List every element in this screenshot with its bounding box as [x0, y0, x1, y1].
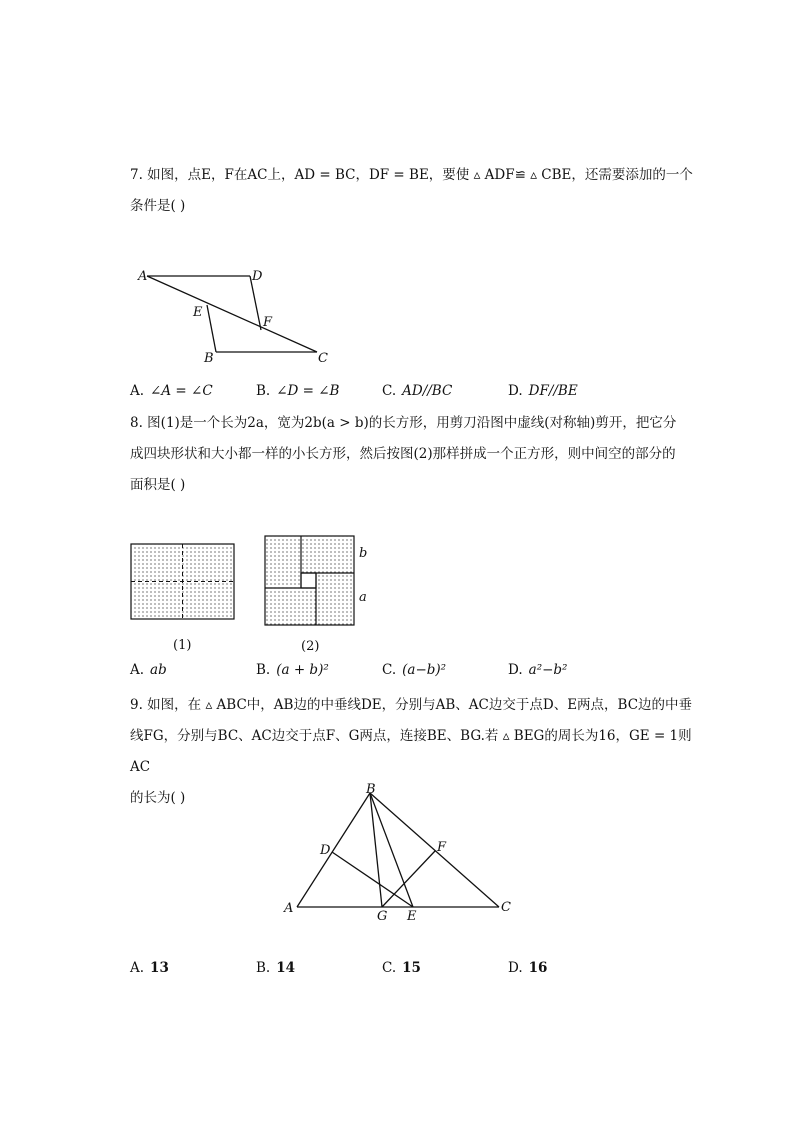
- figure-2-square: [265, 536, 354, 625]
- q9-option-c-text: 15: [402, 960, 421, 976]
- question-9-options: [130, 960, 690, 982]
- q9-option-d-label: D.: [508, 960, 523, 976]
- q9-option-c[interactable]: [382, 960, 421, 976]
- figure-2-center-hole: [301, 573, 316, 588]
- question-9-line-3: 的长为( ): [130, 790, 186, 806]
- question-8-stem: [130, 408, 700, 501]
- q7-option-c[interactable]: [382, 383, 452, 399]
- q8-option-b-text: (a + b)²: [276, 662, 329, 678]
- q7-option-d-text: DF//BE: [528, 383, 578, 399]
- label-D: D: [252, 269, 263, 284]
- q9-option-a-text: 13: [150, 960, 169, 976]
- figure-2-caption: (2): [301, 639, 320, 654]
- segment-AB: [297, 793, 370, 907]
- question-7-line-2: 条件是( ): [130, 198, 186, 214]
- q8-option-b[interactable]: [256, 662, 329, 678]
- label-G: G: [377, 909, 388, 924]
- segment-DE: [332, 852, 413, 907]
- label-C: C: [501, 900, 511, 915]
- q9-option-b-text: 14: [276, 960, 296, 976]
- q7-option-c-label: C.: [382, 383, 397, 399]
- q8-option-a-label: A.: [130, 662, 145, 678]
- q8-option-a[interactable]: [130, 662, 167, 678]
- q7-option-c-text: AD//BC: [402, 383, 453, 399]
- label-E: E: [193, 305, 203, 320]
- label-F: F: [263, 315, 273, 330]
- question-9-figure: [280, 780, 520, 930]
- label-a: a: [359, 590, 367, 605]
- figure-1-caption: (1): [173, 638, 192, 653]
- question-8-line-3: 面积是( ): [130, 477, 186, 493]
- q8-option-b-label: B.: [256, 662, 271, 678]
- q9-option-d-text: 16: [528, 960, 548, 976]
- q9-option-a[interactable]: [130, 960, 169, 976]
- q8-option-a-text: ab: [150, 662, 167, 678]
- q7-option-d[interactable]: [508, 383, 578, 399]
- q7-option-b[interactable]: [256, 383, 339, 399]
- question-7-options: [130, 383, 690, 405]
- label-A: A: [138, 269, 148, 284]
- q8-option-d-label: D.: [508, 662, 523, 678]
- figure-1-rectangle: [131, 544, 234, 619]
- label-C: C: [318, 351, 328, 366]
- q9-option-c-label: C.: [382, 960, 397, 976]
- q8-option-c[interactable]: [382, 662, 446, 678]
- question-8-line-2: 成四块形状和大小都一样的小长方形，然后按图(2)那样拼成一个正方形，则中间空的部分的: [130, 446, 676, 462]
- q7-option-b-text: ∠D = ∠B: [276, 383, 340, 399]
- question-7-line-1: 7. 如图，点E，F在AC上，AD = BC，DF = BE，要使 ▵ ADF≌ ▵ CBE，还需要添加的一个: [130, 167, 693, 183]
- q9-option-b-label: B.: [256, 960, 271, 976]
- q8-option-c-label: C.: [382, 662, 397, 678]
- question-9-line-2: 线FG，分别与BC、AC边交于点F、G两点，连接BE、BG.若 ▵ BEG的周长为16，GE = 1则AC: [130, 728, 692, 775]
- label-D: D: [320, 843, 331, 858]
- q7-option-a[interactable]: [130, 383, 213, 399]
- segment-AC: [147, 276, 317, 352]
- q8-option-d[interactable]: [508, 662, 567, 678]
- q9-option-b[interactable]: [256, 960, 295, 976]
- q7-option-b-label: B.: [256, 383, 271, 399]
- label-F: F: [437, 840, 447, 855]
- q7-option-a-text: ∠A = ∠C: [150, 383, 213, 399]
- segment-BE: [207, 305, 216, 352]
- label-b: b: [359, 546, 368, 561]
- question-8-options: [130, 662, 690, 684]
- q9-option-d[interactable]: [508, 960, 547, 976]
- segment-BC: [370, 793, 499, 907]
- question-7-figure: [130, 262, 340, 372]
- question-7-stem: [130, 160, 700, 222]
- segment-FG: [382, 851, 435, 907]
- label-A: A: [284, 901, 294, 916]
- q8-option-c-text: (a−b)²: [402, 662, 447, 678]
- label-B: B: [366, 782, 376, 797]
- question-8-figures: [125, 530, 385, 658]
- label-B: B: [204, 351, 214, 366]
- question-8-line-1: 8. 图(1)是一个长为2a，宽为2b(a > b)的长方形，用剪刀沿图中虚线(对称轴)剪开，把它分: [130, 415, 677, 431]
- question-9-line-1: 9. 如图，在 ▵ ABC中，AB边的中垂线DE，分别与AB、AC边交于点D、E两点，BC边的中垂: [130, 697, 693, 713]
- q9-option-a-label: A.: [130, 960, 145, 976]
- q7-option-d-label: D.: [508, 383, 523, 399]
- q7-option-a-label: A.: [130, 383, 145, 399]
- label-E: E: [407, 909, 417, 924]
- segment-DF: [250, 276, 261, 330]
- q8-option-d-text: a²−b²: [528, 662, 568, 678]
